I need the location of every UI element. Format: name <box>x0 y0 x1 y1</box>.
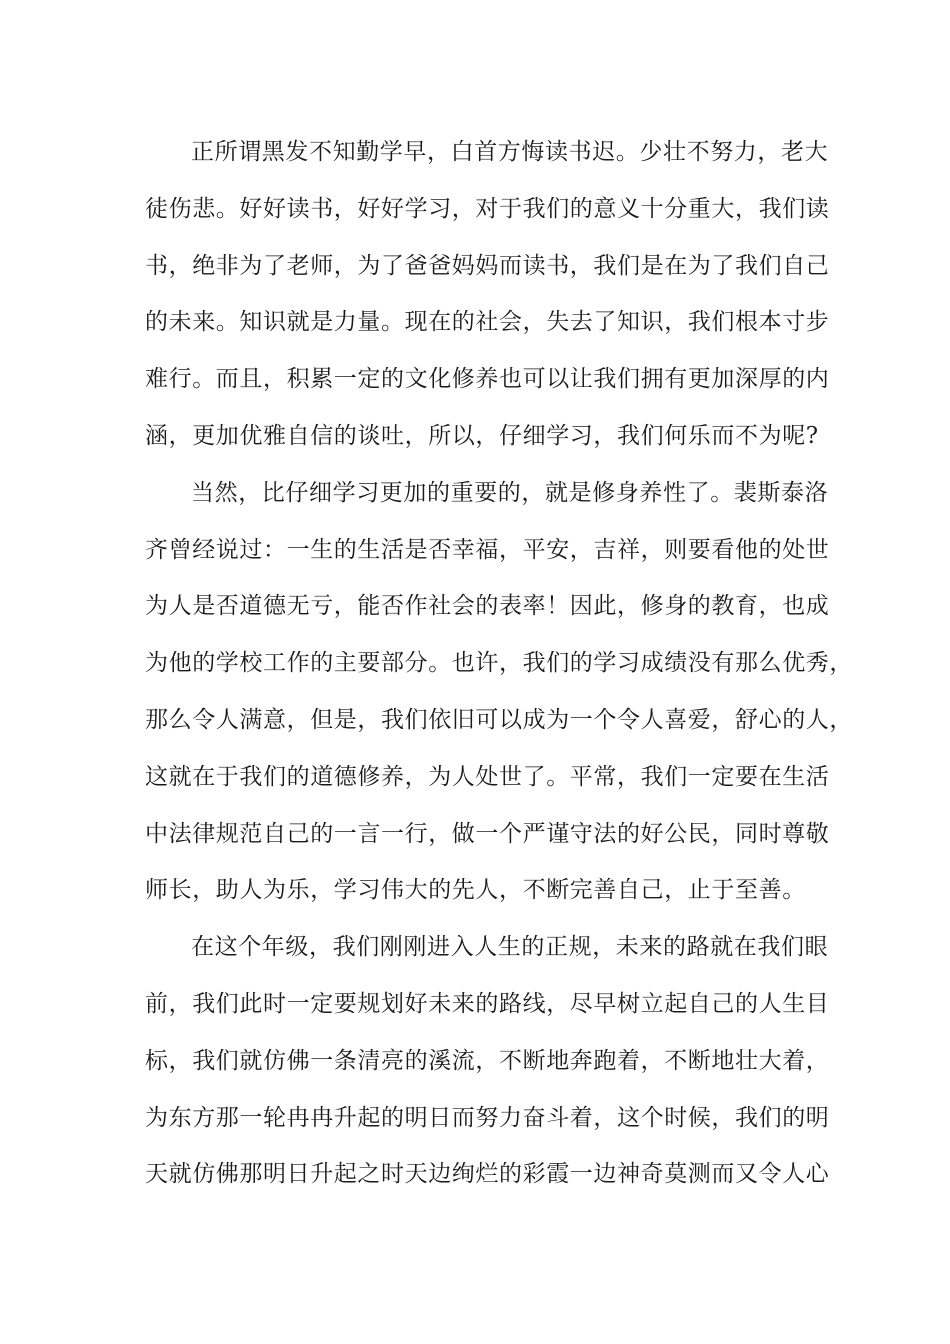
paragraph-2-line-8: 师长，助人为乐，学习伟大的先人，不断完善自己，止于至善。 <box>145 877 806 904</box>
paragraph-3-line-3: 标，我们就仿佛一条清亮的溪流，不断地奔跑着，不断地壮大着， <box>145 1047 830 1074</box>
paragraph-2-line-7: 中法律规范自己的一言一行，做一个严谨守法的好公民，同时尊敬 <box>145 820 830 847</box>
paragraph-1-line-4: 的未来。知识就是力量。现在的社会，失去了知识，我们根本寸步 <box>145 309 830 336</box>
paragraph-1-line-1: 正所谓黑发不知勤学早，白首方悔读书迟。少壮不努力，老大 <box>191 139 829 165</box>
body-text <box>145 124 853 1203</box>
paragraph-3-line-1: 在这个年级，我们刚刚进入人生的正规，未来的路就在我们眼 <box>191 934 829 961</box>
paragraph-1-line-5: 难行。而且，积累一定的文化修养也可以让我们拥有更加深厚的内 <box>145 366 830 393</box>
paragraph-3-line-2: 前，我们此时一定要规划好未来的路线，尽早树立起自己的人生目 <box>145 990 830 1017</box>
paragraph-2-line-4: 为他的学校工作的主要部分。也许，我们的学习成绩没有那么优秀， <box>145 650 853 677</box>
paragraph-2-line-2: 齐曾经说过：一生的生活是否幸福，平安，吉祥，则要看他的处世 <box>145 536 830 563</box>
paragraph-1-line-6: 涵，更加优雅自信的谈吐，所以，仔细学习，我们何乐而不为呢? <box>145 422 819 449</box>
paragraph-2-line-3: 为人是否道德无亏，能否作社会的表率！因此，修身的教育，也成 <box>145 593 830 620</box>
paragraph-3-line-4: 为东方那一轮冉冉升起的明日而努力奋斗着，这个时候，我们的明 <box>145 1104 830 1131</box>
paragraph-2-line-5: 那么令人满意，但是，我们依旧可以成为一个令人喜爱，舒心的人， <box>145 706 853 733</box>
paragraph-2-line-1: 当然，比仔细学习更加的重要的，就是修身养性了。裴斯泰洛 <box>191 479 829 506</box>
paragraph-1-line-2: 徒伤悲。好好读书，好好学习，对于我们的意义十分重大，我们读 <box>145 195 830 222</box>
paragraph-2-line-6: 这就在于我们的道德修养，为人处世了。平常，我们一定要在生活 <box>145 763 830 790</box>
paragraph-1-line-3: 书，绝非为了老师，为了爸爸妈妈而读书，我们是在为了我们自己 <box>145 252 830 279</box>
paragraph-3-line-5: 天就仿佛那明日升起之时天边绚烂的彩霞一边神奇莫测而又令人心 <box>145 1161 830 1188</box>
